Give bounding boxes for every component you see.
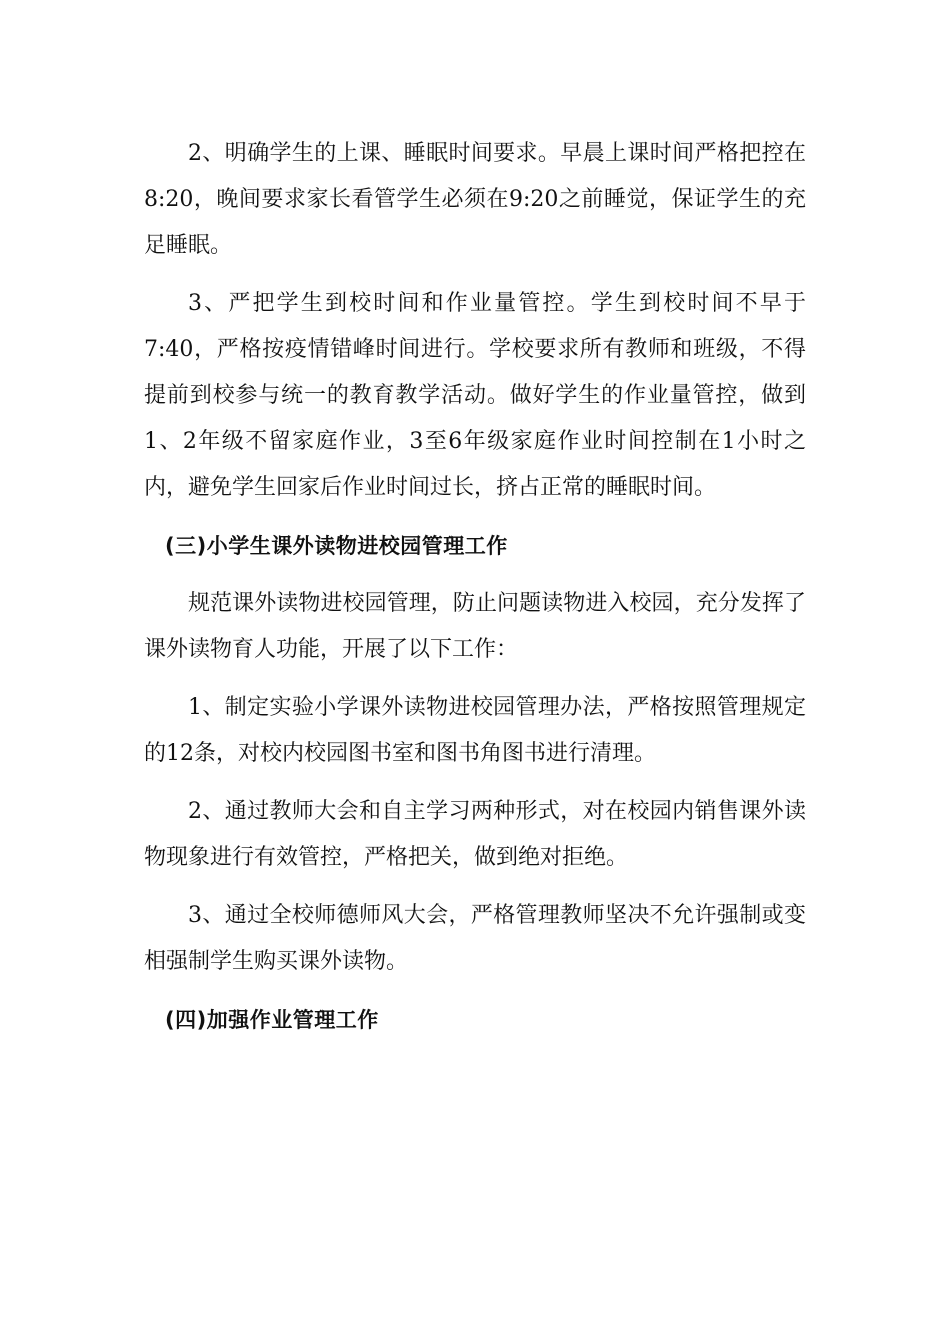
section-heading-homework-management: (四)加强作业管理工作 [165, 1008, 379, 1032]
document-body [144, 131, 806, 1055]
paragraph-arrival-homework: 3、严把学生到校时间和作业量管控。学生到校时间不早于7:40，严格按疫情错峰时间进行。学校要求所有教师和班级，不得提前到校参与统一的教育教学活动。做好学生的作业量管控，做到1、2年级不留家庭作业，3至6年级家庭作业时间控制在1小时之内，避免学生回家后作业时间过长，挤占正常的睡眠时间。 [144, 291, 806, 500]
paragraph-reading-rule-3: 3、通过全校师德师风大会，严格管理教师坚决不允许强制或变相强制学生购买课外读物。 [144, 903, 806, 974]
paragraph-reading-rule-1: 1、制定实验小学课外读物进校园管理办法，严格按照管理规定的12条，对校内校园图书室和图书角图书进行清理。 [144, 695, 806, 766]
paragraph-sleep-schedule: 2、明确学生的上课、睡眠时间要求。早晨上课时间严格把控在8:20，晚间要求家长看管学生必须在9:20之前睡觉，保证学生的充足睡眠。 [144, 141, 806, 258]
section-heading-extracurricular-reading: (三)小学生课外读物进校园管理工作 [165, 534, 508, 558]
paragraph-reading-intro: 规范课外读物进校园管理，防止问题读物进入校园，充分发挥了课外读物育人功能，开展了以下工作： [144, 591, 806, 662]
paragraph-reading-rule-2: 2、通过教师大会和自主学习两种形式，对在校园内销售课外读物现象进行有效管控，严格把关，做到绝对拒绝。 [144, 799, 806, 870]
